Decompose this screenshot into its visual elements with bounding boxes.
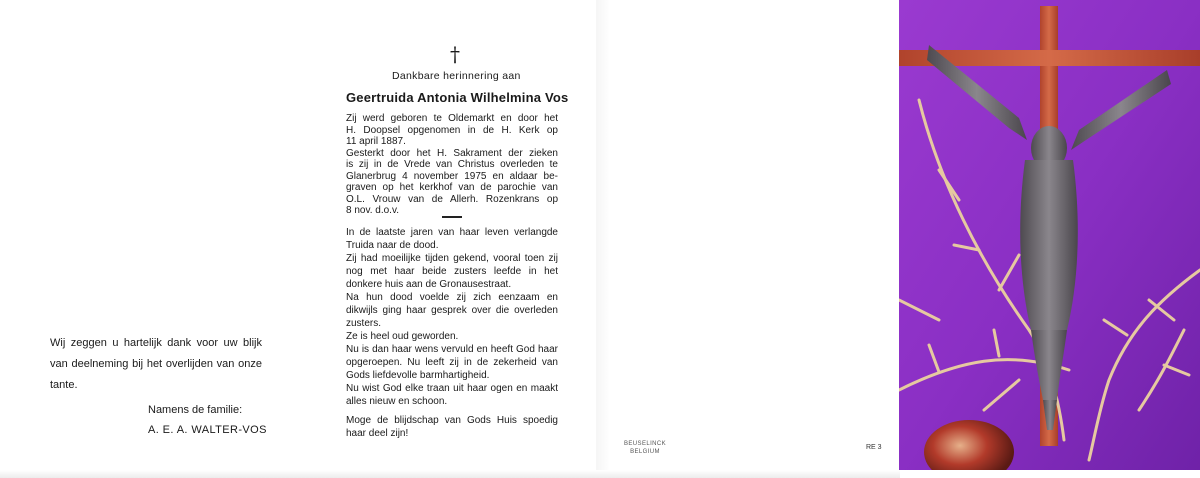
cross-symbol: †	[450, 42, 460, 66]
thank-you-note	[50, 333, 262, 396]
closing-line: Namens de familie:	[148, 404, 243, 416]
deceased-name: Geertruida Antonia Wilhelmina Vos	[346, 90, 569, 105]
bio-line: graven op het kerkhof van de parochie van	[346, 182, 558, 193]
section-divider	[442, 216, 462, 218]
biography	[346, 113, 558, 217]
bio-line: is zij in de Vrede van Christus overleden te	[346, 159, 558, 170]
printer-country: BELGIUM	[630, 449, 660, 455]
memorial-paragraph: In de laatste jaren van haar leven verlangde Truida naar de dood.	[346, 227, 558, 251]
card-edge	[0, 470, 900, 478]
thanks-line: van deelneming bij het overlijden van onze	[50, 358, 262, 370]
bio-line: O.L. Vrouw van de Allerh. Rozenkrans op	[346, 193, 558, 205]
fold-shadow	[596, 0, 610, 478]
memorial-paragraph: Nu wist God elke traan uit haar ogen en maakt alles nieuw en schoon.	[346, 383, 558, 407]
printer-name: BEUSELINCK	[624, 441, 667, 447]
memorial-paragraph: Nu is dan haar wens vervuld en heeft God haar opgeroepen. Nu leeft zij in de zekerheid van Gods liefdevolle barmhartigheid.	[346, 344, 558, 381]
bio-line: Zij werd geboren te Oldemarkt en door het	[346, 113, 558, 124]
bio-line: Glanerbrug 4 november 1975 en aldaar be-	[346, 170, 558, 182]
memorial-text	[346, 226, 558, 440]
intro-line: Dankbare herinnering aan	[392, 70, 521, 82]
memorial-paragraph: Ze is heel oud geworden.	[346, 331, 459, 342]
family-signature: A. E. A. WALTER-VOS	[148, 424, 267, 436]
memorial-paragraph: Zij had moeilijke tijden gekend, vooral toen zij nog met haar beide zusters leefde in het donkere huis aan de Gronausestraat.	[346, 253, 558, 290]
bio-line: H. Doopsel opgenomen in de H. Kerk op	[346, 124, 558, 136]
thanks-line: Wij zeggen u hartelijk dank voor uw blijk	[50, 337, 262, 349]
crucifix-photo	[899, 0, 1200, 470]
memorial-paragraph: Moge de blijdschap van Gods Huis spoedig haar deel zijn!	[346, 415, 558, 439]
thanks-line: tante.	[50, 379, 78, 391]
bio-line: Gesterkt door het H. Sakrament der zieken	[346, 147, 558, 159]
bio-line: 11 april 1887.	[346, 136, 406, 147]
memorial-paragraph: Na hun dood voelde zij zich eenzaam en dikwijls ging haar gesprek over die overleden zusters.	[346, 292, 558, 329]
card-code: RE 3	[866, 444, 882, 451]
printer-mark	[624, 440, 666, 456]
bio-line: 8 nov. d.o.v.	[346, 205, 399, 216]
